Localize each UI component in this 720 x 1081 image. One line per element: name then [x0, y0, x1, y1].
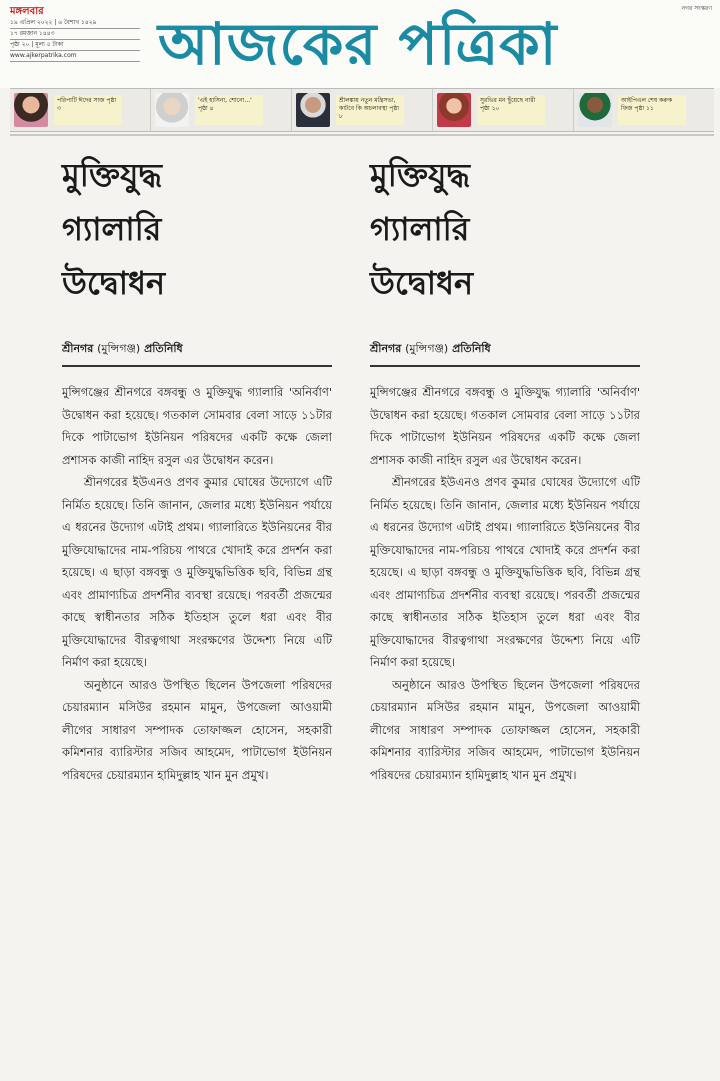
article-body	[370, 381, 640, 786]
portrait-woman-red-icon	[437, 93, 471, 127]
teaser-item	[151, 89, 292, 131]
byline	[62, 340, 332, 359]
teaser-item	[10, 89, 151, 131]
edition-label: নগর সংস্করণ	[681, 5, 712, 12]
teaser-text: পরিপাটি ঈদের সাজ পৃষ্ঠা ৩	[54, 95, 122, 125]
article-left	[62, 140, 332, 786]
pages-price: পৃষ্ঠা ২০ | মূল্য ৫ টাকা	[10, 40, 140, 51]
portrait-man-glasses-icon	[155, 93, 189, 127]
newspaper-logo: আজকের পত্রিকা	[158, 10, 558, 78]
teaser-text: আইপিএল শেষ করুক ফিজ পৃষ্ঠা ১১	[618, 95, 686, 125]
page-divider	[10, 134, 714, 136]
paragraph: মুন্সিগঞ্জের শ্রীনগরে বঙ্গবন্ধু ও মুক্তিযুদ্ধ গ্যালারি 'অনির্বাণ' উদ্বোধন করা হয়েছে। গতকাল সোমবার বেলা সাড়ে ১১টার দিকে পাটাভোগ ইউনিয়ন পরিষদের একটি কক্ষে জেলা প্রশাসক কাজী নাহিদ রসুল এর উদ্বোধন করেন।	[370, 385, 640, 467]
paragraph: অনুষ্ঠানে আরও উপস্থিত ছিলেন উপজেলা পরিষদের চেয়ারম্যান মসিউর রহমান মামুন, উপজেলা আওয়ামী লীগের সাধারণ সম্পাদক তোফাজ্জল হোসেন, সহকারী কমিশনার ব্যারিস্টার সজিব আহমেদ, পাটাভোগ ইউনিয়ন পরিষদের চেয়ারম্যান হামিদুল্লাহ খান মুন প্রমুখ।	[370, 677, 640, 782]
portrait-man-suit-icon	[296, 93, 330, 127]
article-headline	[62, 148, 332, 310]
teaser-item	[574, 89, 714, 131]
teaser-strip	[10, 88, 714, 132]
byline-place: শ্রীনগর	[370, 342, 402, 355]
issue-date: ১৯ এপ্রিল ২০২২ | ৬ বৈশাখ ১৪২৯	[10, 18, 140, 29]
teaser-text: 'এই হাসিনা, শোনো...' পৃষ্ঠা ৪	[195, 95, 263, 125]
paragraph: শ্রীনগরের ইউএনও প্রণব কুমার ঘোষের উদ্যোগে এটি নির্মিত হয়েছে। তিনি জানান, জেলার মধ্যে ইউনিয়ন পর্যায়ে এ ধরনের উদ্যোগ এটাই প্রথম। গ্যালারিতে ইউনিয়নের বীর মুক্তিযোদ্ধাদের নাম-পরিচয় পাথরে খোদাই করে প্রদর্শন করা হয়েছে। এ ছাড়া বঙ্গবন্ধু ও মুক্তিযুদ্ধভিত্তিক ছবি, বিভিন্ন গ্রন্থ এবং প্রামাণ্যচিত্র প্রদর্শনীর ব্যবস্থা রয়েছে। পরবর্তী প্রজন্মের কাছে স্বাধীনতার সঠিক ইতিহাস তুলে ধরা এবং বীর মুক্তিযোদ্ধাদের বীরত্বগাথা সংরক্ষণের উদ্দেশ্য নিয়ে এটি নির্মাণ করা হয়েছে।	[62, 475, 332, 669]
paragraph: শ্রীনগরের ইউএনও প্রণব কুমার ঘোষের উদ্যোগে এটি নির্মিত হয়েছে। তিনি জানান, জেলার মধ্যে ইউনিয়ন পর্যায়ে এ ধরনের উদ্যোগ এটাই প্রথম। গ্যালারিতে ইউনিয়নের বীর মুক্তিযোদ্ধাদের নাম-পরিচয় পাথরে খোদাই করে প্রদর্শন করা হয়েছে। এ ছাড়া বঙ্গবন্ধু ও মুক্তিযুদ্ধভিত্তিক ছবি, বিভিন্ন গ্রন্থ এবং প্রামাণ্যচিত্র প্রদর্শনীর ব্যবস্থা রয়েছে। পরবর্তী প্রজন্মের কাছে স্বাধীনতার সঠিক ইতিহাস তুলে ধরা এবং বীর মুক্তিযোদ্ধাদের বীরত্বগাথা সংরক্ষণের উদ্দেশ্য নিয়ে এটি নির্মাণ করা হয়েছে।	[370, 475, 640, 669]
byline-divider	[370, 365, 640, 367]
paragraph: অনুষ্ঠানে আরও উপস্থিত ছিলেন উপজেলা পরিষদের চেয়ারম্যান মসিউর রহমান মামুন, উপজেলা আওয়ামী লীগের সাধারণ সম্পাদক তোফাজ্জল হোসেন, সহকারী কমিশনার ব্যারিস্টার সজিব আহমেদ, পাটাভোগ ইউনিয়ন পরিষদের চেয়ারম্যান হামিদুল্লাহ খান মুন প্রমুখ।	[62, 677, 332, 782]
teaser-text: সুরভির মন ছুঁয়েছে নারী পৃষ্ঠা ১০	[477, 95, 545, 125]
headline-line: উদ্বোধন	[370, 264, 474, 302]
headline-line: গ্যালারি	[370, 210, 470, 248]
headline-line: মুক্তিযুদ্ধ	[370, 156, 470, 194]
article-headline	[370, 148, 640, 310]
byline	[370, 340, 640, 359]
portrait-woman-icon	[14, 93, 48, 127]
article-right	[370, 140, 640, 786]
website: www.ajkerpatrika.com	[10, 51, 140, 62]
article-body	[62, 381, 332, 786]
paragraph: মুন্সিগঞ্জের শ্রীনগরে বঙ্গবন্ধু ও মুক্তিযুদ্ধ গ্যালারি 'অনির্বাণ' উদ্বোধন করা হয়েছে। গতকাল সোমবার বেলা সাড়ে ১১টার দিকে পাটাভোগ ইউনিয়ন পরিষদের একটি কক্ষে জেলা প্রশাসক কাজী নাহিদ রসুল এর উদ্বোধন করেন।	[62, 385, 332, 467]
issue-meta	[10, 18, 140, 62]
byline-district: (মুন্সিগঞ্জ)	[405, 342, 449, 355]
weekday: মঙ্গলবার	[10, 6, 44, 17]
byline-role: প্রতিনিধি	[144, 342, 183, 355]
teaser-text: শ্রীলঙ্কায় নতুন মন্ত্রিসভা, কাটবে কি অচলাবস্থা পৃষ্ঠা ৮	[336, 95, 404, 125]
hijri-date: ১৭ রমজান ১৪৪৩	[10, 29, 140, 40]
byline-place: শ্রীনগর	[62, 342, 94, 355]
byline-role: প্রতিনিধি	[452, 342, 491, 355]
teaser-item	[292, 89, 433, 131]
byline-divider	[62, 365, 332, 367]
headline-line: উদ্বোধন	[62, 264, 166, 302]
teaser-item	[433, 89, 574, 131]
masthead	[0, 0, 720, 88]
byline-district: (মুন্সিগঞ্জ)	[97, 342, 141, 355]
headline-line: গ্যালারি	[62, 210, 162, 248]
portrait-cricketer-icon	[578, 93, 612, 127]
headline-line: মুক্তিযুদ্ধ	[62, 156, 162, 194]
